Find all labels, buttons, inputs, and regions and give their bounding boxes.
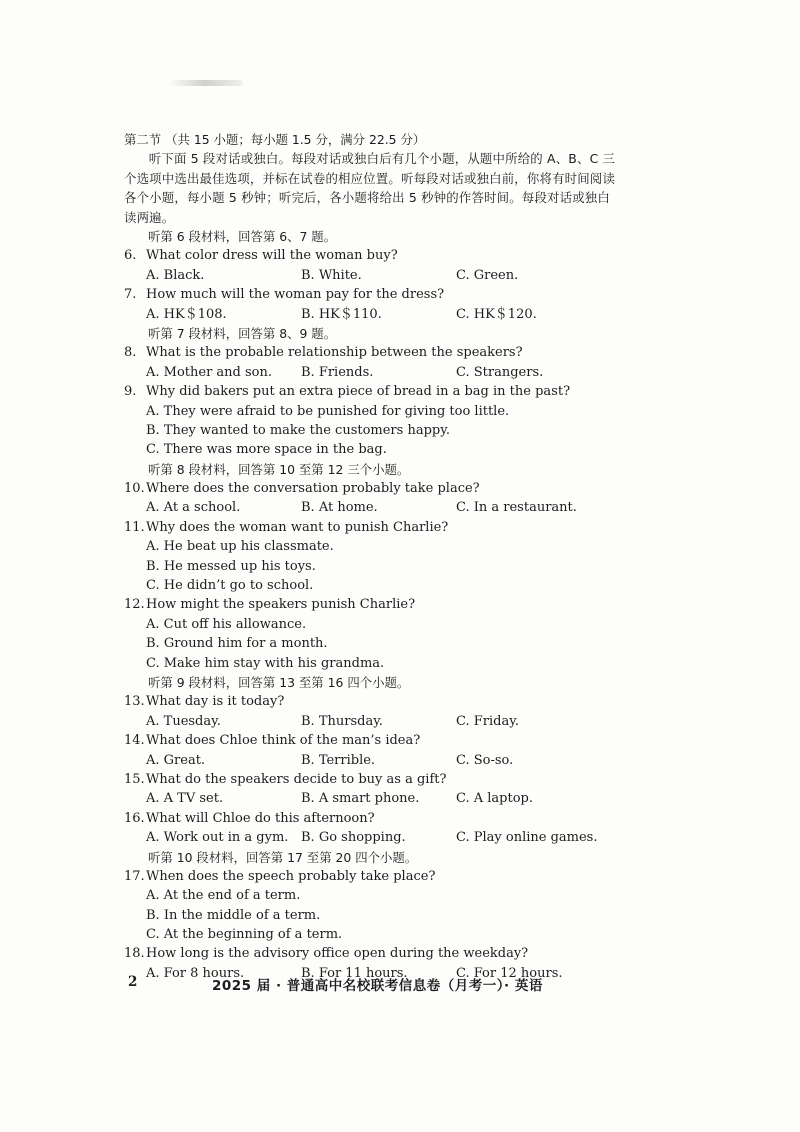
question-text: How much will the woman pay for the dress? bbox=[146, 287, 445, 303]
option-c: C. So-so. bbox=[456, 752, 514, 768]
question-number: 11. bbox=[124, 519, 145, 535]
option-a: A. Great. bbox=[146, 752, 206, 768]
question-text: What will Chloe do this afternoon? bbox=[146, 810, 375, 826]
option-a: A. At the end of a term. bbox=[146, 888, 301, 904]
option-a: A. Mother and son. bbox=[146, 364, 273, 380]
question-number: 18. bbox=[124, 946, 145, 962]
option-c: C. He didn’t go to school. bbox=[146, 578, 314, 594]
option-c: C. At the beginning of a term. bbox=[146, 927, 343, 943]
question-text: How might the speakers punish Charlie? bbox=[146, 597, 416, 613]
option-b: B. HK＄110. bbox=[301, 306, 382, 322]
option-b: B. Thursday. bbox=[301, 713, 383, 729]
option-c: C. For 12 hours. bbox=[456, 965, 563, 981]
option-b: B. They wanted to make the customers happy. bbox=[146, 422, 450, 438]
option-b: B. For 11 hours. bbox=[301, 965, 408, 981]
question-number: 9. bbox=[124, 384, 137, 400]
question-18 bbox=[124, 944, 616, 963]
question-6 bbox=[124, 246, 616, 265]
option-b: B. At home. bbox=[301, 500, 378, 516]
option-a: A. At a school. bbox=[146, 500, 241, 516]
option-a: A. For 8 hours. bbox=[146, 965, 245, 981]
exam-content bbox=[124, 130, 616, 983]
question-number: 6. bbox=[124, 248, 137, 264]
question-text: How long is the advisory office open during the weekday? bbox=[146, 946, 529, 962]
option-b: B. A smart phone. bbox=[301, 791, 420, 807]
page-number: 2 bbox=[128, 974, 138, 990]
section-heading: 第二节 （共 15 小题；每小题 1.5 分，满分 22.5 分） bbox=[124, 132, 426, 147]
options-row bbox=[124, 363, 616, 382]
question-number: 14. bbox=[124, 733, 145, 749]
group-label: 听第 9 段材料，回答第 13 至第 16 四个小题。 bbox=[148, 675, 410, 690]
question-17 bbox=[124, 867, 616, 886]
option-c: C. Green. bbox=[456, 267, 519, 283]
question-15 bbox=[124, 770, 616, 789]
group-label: 听第 7 段材料，回答第 8、9 题。 bbox=[148, 325, 337, 341]
question-number: 17. bbox=[124, 868, 145, 884]
question-text: What is the probable relationship between the speakers? bbox=[146, 345, 523, 361]
question-number: 16. bbox=[124, 810, 145, 826]
option-c: C. Play online games. bbox=[456, 830, 598, 846]
option-c: C. Make him stay with his grandma. bbox=[146, 655, 385, 671]
options-row bbox=[124, 789, 616, 808]
question-10 bbox=[124, 479, 616, 498]
question-text: Where does the conversation probably take place? bbox=[146, 481, 480, 497]
option-c: C. There was more space in the bag. bbox=[146, 442, 387, 458]
group-label: 听第 6 段材料，回答第 6、7 题。 bbox=[148, 229, 337, 245]
option-b: B. In the middle of a term. bbox=[146, 907, 321, 923]
option-c: C. In a restaurant. bbox=[456, 500, 577, 516]
option-a: A. Black. bbox=[146, 267, 205, 283]
option-b: B. White. bbox=[301, 267, 362, 283]
option-b: B. Go shopping. bbox=[301, 830, 406, 846]
question-7 bbox=[124, 285, 616, 304]
option-c: C. HK＄120. bbox=[456, 306, 537, 322]
question-number: 12. bbox=[124, 597, 145, 613]
options-row bbox=[124, 751, 616, 770]
question-text: When does the speech probably take place? bbox=[146, 868, 436, 884]
question-9 bbox=[124, 382, 616, 401]
question-text: Why does the woman want to punish Charlie? bbox=[146, 519, 449, 535]
question-text: What do the speakers decide to buy as a gift? bbox=[146, 771, 447, 787]
option-b: B. He messed up his toys. bbox=[146, 558, 316, 574]
options-row bbox=[124, 828, 616, 847]
option-b: B. Ground him for a month. bbox=[146, 636, 328, 652]
question-number: 7. bbox=[124, 287, 137, 303]
question-14 bbox=[124, 731, 616, 750]
question-12 bbox=[124, 595, 616, 614]
footer-title: 2025 届 · 普通高中名校联考信息卷（月考一）· 英语 bbox=[212, 978, 543, 994]
question-text: What does Chloe think of the man’s idea? bbox=[146, 733, 421, 749]
option-a: A. A TV set. bbox=[146, 791, 224, 807]
question-8 bbox=[124, 343, 616, 362]
option-a: A. Cut off his allowance. bbox=[146, 616, 307, 632]
options-row bbox=[124, 498, 616, 517]
question-text: What day is it today? bbox=[146, 694, 285, 710]
question-number: 10. bbox=[124, 481, 145, 497]
question-16 bbox=[124, 809, 616, 828]
group-label: 听第 10 段材料，回答第 17 至第 20 四个小题。 bbox=[148, 849, 418, 865]
question-number: 15. bbox=[124, 771, 145, 787]
question-text: Why did bakers put an extra piece of bread in a bag in the past? bbox=[146, 384, 571, 400]
question-11 bbox=[124, 518, 616, 537]
question-number: 13. bbox=[124, 694, 145, 710]
options-row bbox=[124, 305, 616, 324]
options-row bbox=[124, 712, 616, 731]
question-text: What color dress will the woman buy? bbox=[146, 248, 398, 264]
question-number: 8. bbox=[124, 345, 137, 361]
option-b: B. Friends. bbox=[301, 364, 374, 380]
scan-smudge bbox=[168, 80, 243, 86]
option-b: B. Terrible. bbox=[301, 752, 376, 768]
option-a: A. Work out in a gym. bbox=[146, 830, 289, 846]
option-a: A. He beat up his classmate. bbox=[146, 539, 334, 555]
section-instructions: 听下面 5 段对话或独白。每段对话或独白后有几个小题，从题中所给的 A、B、C 三个选项中选出最佳选项，并标在试卷的相应位置。听每段对话或独白前，你将有时间阅读各个小题，每小题 5 秒钟；听完后，各小题将给出 5 秒钟的作答时间。每段对话或独白读两遍。 bbox=[124, 151, 616, 225]
option-a: A. Tuesday. bbox=[146, 713, 221, 729]
question-13 bbox=[124, 692, 616, 711]
option-a: A. HK＄108. bbox=[146, 306, 227, 322]
group-label: 听第 8 段材料，回答第 10 至第 12 三个小题。 bbox=[148, 461, 410, 477]
option-c: C. A laptop. bbox=[456, 791, 534, 807]
options-row bbox=[124, 266, 616, 285]
option-c: C. Friday. bbox=[456, 713, 519, 729]
option-c: C. Strangers. bbox=[456, 364, 544, 380]
option-a: A. They were afraid to be punished for giving too little. bbox=[146, 403, 510, 419]
